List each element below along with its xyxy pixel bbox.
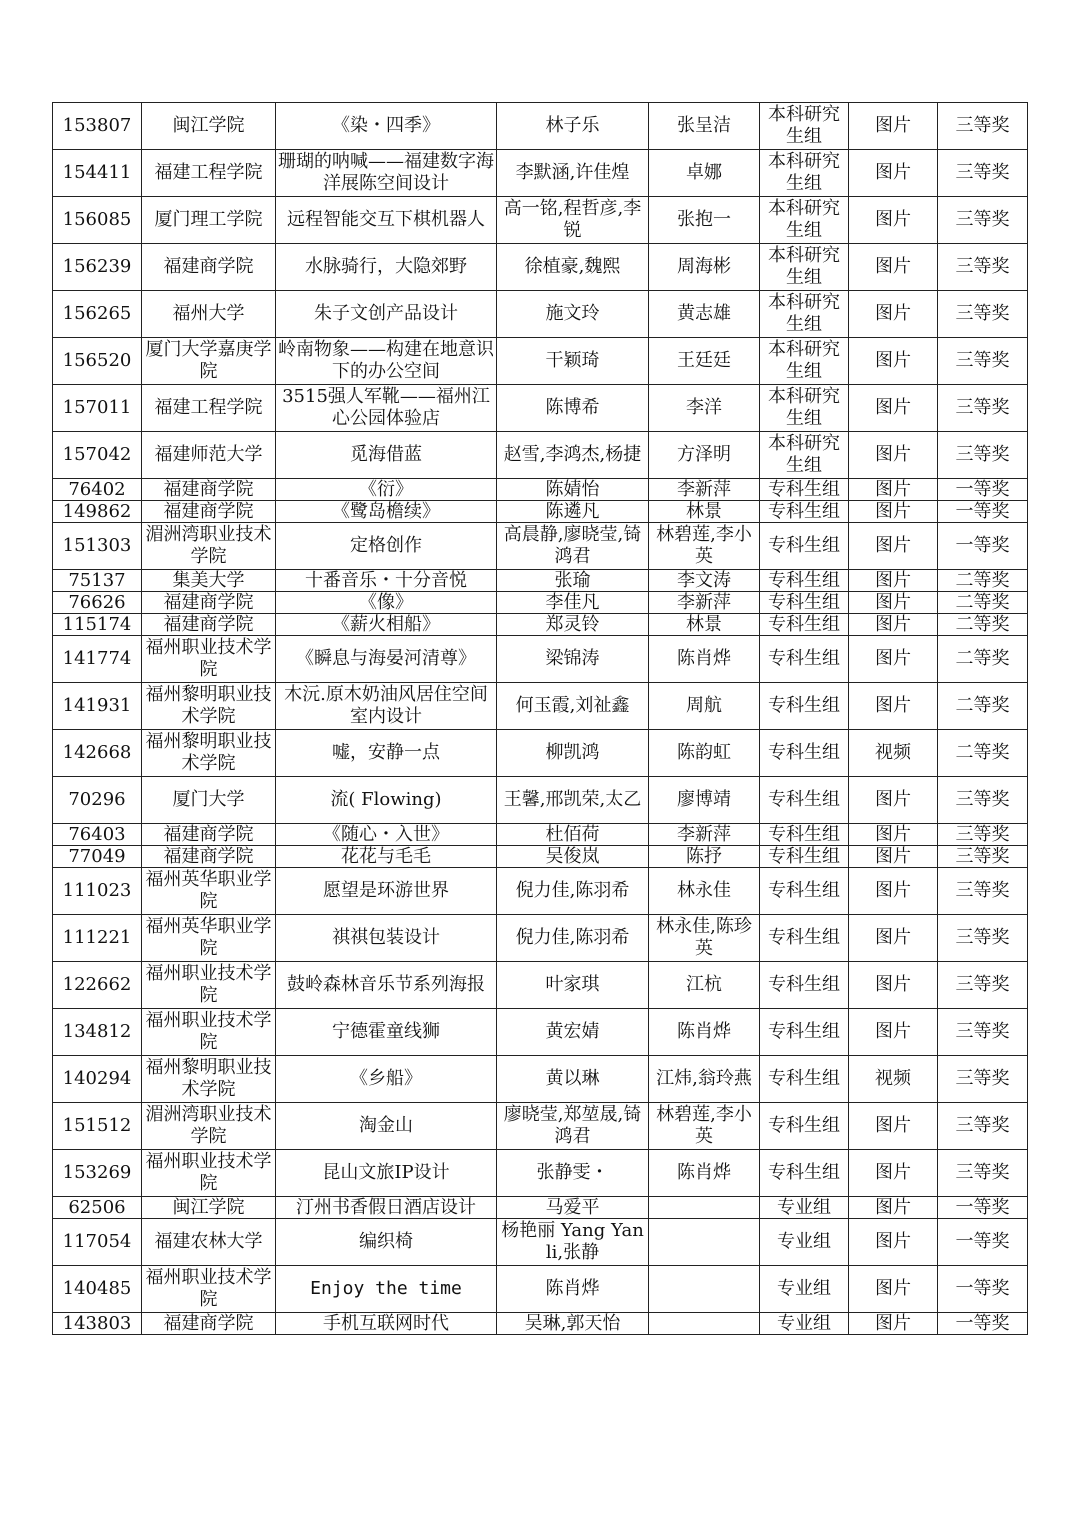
type-cell: 图片 [849,1313,938,1335]
work-id-cell: 141931 [53,683,142,730]
award-cell: 三等奖 [938,197,1028,244]
advisor-cell: 陈抒 [649,846,760,868]
advisor-cell [649,1219,760,1266]
work-title-cell: 《染・四季》 [276,103,497,150]
school-cell: 福建工程学院 [142,150,276,197]
table-row [53,1056,1028,1103]
group-cell: 专科生组 [760,479,849,501]
advisor-cell: 林碧莲,李小英 [649,523,760,570]
work-id-cell: 156085 [53,197,142,244]
authors-cell: 叶家琪 [497,962,649,1009]
table-row [53,730,1028,777]
authors-cell: 王馨,邢凯荣,太乙 [497,777,649,824]
award-cell: 一等奖 [938,501,1028,523]
work-title-cell: 木沅.原木奶油风居住空间室内设计 [276,683,497,730]
group-cell: 专科生组 [760,683,849,730]
award-cell: 三等奖 [938,338,1028,385]
award-cell: 一等奖 [938,523,1028,570]
table-row [53,1266,1028,1313]
type-cell: 图片 [849,501,938,523]
type-cell: 图片 [849,523,938,570]
school-cell: 福州职业技术学院 [142,962,276,1009]
authors-cell: 倪力佳,陈羽希 [497,915,649,962]
advisor-cell: 林永佳 [649,868,760,915]
table-row [53,636,1028,683]
school-cell: 福州职业技术学院 [142,1150,276,1197]
type-cell: 图片 [849,1219,938,1266]
advisor-cell: 卓娜 [649,150,760,197]
type-cell: 图片 [849,150,938,197]
work-id-cell: 151512 [53,1103,142,1150]
work-title-cell: 昆山文旅IP设计 [276,1150,497,1197]
advisor-cell: 林景 [649,614,760,636]
table-row [53,846,1028,868]
type-cell: 图片 [849,1103,938,1150]
work-id-cell: 151303 [53,523,142,570]
award-cell: 三等奖 [938,962,1028,1009]
authors-cell: 干颖琦 [497,338,649,385]
work-title-cell: 朱子文创产品设计 [276,291,497,338]
school-cell: 集美大学 [142,570,276,592]
group-cell: 专科生组 [760,570,849,592]
authors-cell: 黄以琳 [497,1056,649,1103]
group-cell: 专科生组 [760,777,849,824]
group-cell: 专科生组 [760,868,849,915]
awards-table [52,102,1028,1335]
work-id-cell: 76403 [53,824,142,846]
type-cell: 图片 [849,915,938,962]
school-cell: 湄洲湾职业技术学院 [142,523,276,570]
authors-cell: 高一铭,程哲彦,李锐 [497,197,649,244]
work-title-cell: 流( Flowing) [276,777,497,824]
group-cell: 本科研究生组 [760,385,849,432]
advisor-cell: 张呈洁 [649,103,760,150]
table-row [53,385,1028,432]
work-id-cell: 157011 [53,385,142,432]
award-cell: 三等奖 [938,1150,1028,1197]
type-cell: 视频 [849,1056,938,1103]
work-title-cell: 远程智能交互下棋机器人 [276,197,497,244]
award-cell: 三等奖 [938,1056,1028,1103]
work-id-cell: 76402 [53,479,142,501]
advisor-cell: 江炜,翁玲燕 [649,1056,760,1103]
advisor-cell: 林碧莲,李小英 [649,1103,760,1150]
advisor-cell: 李新萍 [649,824,760,846]
group-cell: 本科研究生组 [760,291,849,338]
work-title-cell: 十番音乐・十分音悦 [276,570,497,592]
advisor-cell: 廖博靖 [649,777,760,824]
award-cell: 三等奖 [938,1103,1028,1150]
group-cell: 专科生组 [760,1150,849,1197]
group-cell: 专科生组 [760,846,849,868]
work-id-cell: 75137 [53,570,142,592]
advisor-cell: 江杭 [649,962,760,1009]
work-title-cell: 水脉骑行，大隐郊野 [276,244,497,291]
work-id-cell: 111023 [53,868,142,915]
type-cell: 图片 [849,291,938,338]
work-id-cell: 77049 [53,846,142,868]
work-id-cell: 153269 [53,1150,142,1197]
table-row [53,592,1028,614]
school-cell: 闽江学院 [142,103,276,150]
type-cell: 图片 [849,592,938,614]
group-cell: 专业组 [760,1219,849,1266]
advisor-cell: 陈韵虹 [649,730,760,777]
school-cell: 福建商学院 [142,592,276,614]
type-cell: 图片 [849,614,938,636]
authors-cell: 柳凯鸿 [497,730,649,777]
group-cell: 专业组 [760,1266,849,1313]
work-id-cell: 140294 [53,1056,142,1103]
group-cell: 专科生组 [760,636,849,683]
work-id-cell: 157042 [53,432,142,479]
work-id-cell: 134812 [53,1009,142,1056]
group-cell: 专科生组 [760,523,849,570]
award-cell: 一等奖 [938,1313,1028,1335]
award-cell: 三等奖 [938,291,1028,338]
table-row [53,824,1028,846]
work-id-cell: 156265 [53,291,142,338]
work-title-cell: 定格创作 [276,523,497,570]
authors-cell: 吴琳,郭天怡 [497,1313,649,1335]
type-cell: 图片 [849,244,938,291]
table-row [53,432,1028,479]
type-cell: 图片 [849,777,938,824]
group-cell: 专科生组 [760,962,849,1009]
advisor-cell [649,1313,760,1335]
work-id-cell: 76626 [53,592,142,614]
advisor-cell [649,1266,760,1313]
advisor-cell: 李新萍 [649,479,760,501]
group-cell: 专业组 [760,1197,849,1219]
work-title-cell: 鼓岭森林音乐节系列海报 [276,962,497,1009]
type-cell: 图片 [849,1266,938,1313]
table-row [53,291,1028,338]
work-id-cell: 143803 [53,1313,142,1335]
advisor-cell: 周航 [649,683,760,730]
work-title-cell: 《乡船》 [276,1056,497,1103]
school-cell: 福建师范大学 [142,432,276,479]
school-cell: 福建商学院 [142,614,276,636]
type-cell: 图片 [849,570,938,592]
work-title-cell: 《鹭岛檐续》 [276,501,497,523]
award-cell: 一等奖 [938,1266,1028,1313]
advisor-cell: 李文涛 [649,570,760,592]
work-title-cell: 手机互联网时代 [276,1313,497,1335]
work-title-cell: 愿望是环游世界 [276,868,497,915]
work-title-cell: 编织椅 [276,1219,497,1266]
table-row [53,197,1028,244]
group-cell: 本科研究生组 [760,150,849,197]
school-cell: 福建商学院 [142,824,276,846]
type-cell: 图片 [849,846,938,868]
table-row [53,1103,1028,1150]
award-cell: 三等奖 [938,1009,1028,1056]
authors-cell: 陈博希 [497,385,649,432]
table-row [53,614,1028,636]
work-id-cell: 154411 [53,150,142,197]
school-cell: 福建农林大学 [142,1219,276,1266]
group-cell: 专科生组 [760,1103,849,1150]
school-cell: 厦门大学嘉庚学院 [142,338,276,385]
work-title-cell: 3515强人军靴——福州江心公园体验店 [276,385,497,432]
school-cell: 湄洲湾职业技术学院 [142,1103,276,1150]
award-cell: 三等奖 [938,915,1028,962]
type-cell: 图片 [849,683,938,730]
table-row [53,570,1028,592]
authors-cell: 郑灵铃 [497,614,649,636]
authors-cell: 李默涵,许佳煌 [497,150,649,197]
advisor-cell: 陈肖烨 [649,636,760,683]
authors-cell: 何玉霞,刘祉鑫 [497,683,649,730]
group-cell: 专业组 [760,1313,849,1335]
school-cell: 福州大学 [142,291,276,338]
work-title-cell: 花花与毛毛 [276,846,497,868]
work-id-cell: 111221 [53,915,142,962]
type-cell: 图片 [849,868,938,915]
school-cell: 闽江学院 [142,1197,276,1219]
group-cell: 专科生组 [760,592,849,614]
award-cell: 三等奖 [938,777,1028,824]
award-cell: 三等奖 [938,150,1028,197]
authors-cell: 梁锦涛 [497,636,649,683]
award-cell: 三等奖 [938,846,1028,868]
authors-cell: 李佳凡 [497,592,649,614]
school-cell: 福州英华职业学院 [142,868,276,915]
group-cell: 本科研究生组 [760,338,849,385]
award-cell: 三等奖 [938,244,1028,291]
type-cell: 图片 [849,479,938,501]
school-cell: 厦门大学 [142,777,276,824]
work-id-cell: 122662 [53,962,142,1009]
authors-cell: 陈婧怡 [497,479,649,501]
group-cell: 专科生组 [760,824,849,846]
group-cell: 专科生组 [760,1056,849,1103]
work-id-cell: 142668 [53,730,142,777]
school-cell: 福建商学院 [142,846,276,868]
advisor-cell [649,1197,760,1219]
work-id-cell: 153807 [53,103,142,150]
table-row [53,1009,1028,1056]
authors-cell: 杜佰荷 [497,824,649,846]
school-cell: 福州职业技术学院 [142,1266,276,1313]
authors-cell: 张瑜 [497,570,649,592]
authors-cell: 吴俊岚 [497,846,649,868]
type-cell: 视频 [849,730,938,777]
award-cell: 二等奖 [938,683,1028,730]
authors-cell: 赵雪,李鸿杰,杨捷 [497,432,649,479]
table-row [53,523,1028,570]
school-cell: 福建商学院 [142,244,276,291]
authors-cell: 倪力佳,陈羽希 [497,868,649,915]
work-title-cell: 《随心・入世》 [276,824,497,846]
type-cell: 图片 [849,1197,938,1219]
school-cell: 厦门理工学院 [142,197,276,244]
advisor-cell: 李洋 [649,385,760,432]
work-title-cell: 汀州书香假日酒店设计 [276,1197,497,1219]
advisor-cell: 林景 [649,501,760,523]
type-cell: 图片 [849,432,938,479]
school-cell: 福州黎明职业技术学院 [142,1056,276,1103]
award-cell: 一等奖 [938,1219,1028,1266]
award-cell: 一等奖 [938,1197,1028,1219]
school-cell: 福州职业技术学院 [142,636,276,683]
type-cell: 图片 [849,824,938,846]
work-id-cell: 149862 [53,501,142,523]
award-cell: 二等奖 [938,730,1028,777]
authors-cell: 马爱平 [497,1197,649,1219]
award-cell: 三等奖 [938,432,1028,479]
work-id-cell: 156239 [53,244,142,291]
school-cell: 福州黎明职业技术学院 [142,683,276,730]
authors-cell: 杨艳丽 Yang Yanli,张静 [497,1219,649,1266]
work-id-cell: 62506 [53,1197,142,1219]
award-cell: 二等奖 [938,636,1028,683]
advisor-cell: 张抱一 [649,197,760,244]
group-cell: 本科研究生组 [760,197,849,244]
awards-table-body [53,103,1028,1335]
group-cell: 专科生组 [760,614,849,636]
table-row [53,338,1028,385]
award-cell: 三等奖 [938,103,1028,150]
work-title-cell: 《像》 [276,592,497,614]
award-cell: 一等奖 [938,479,1028,501]
advisor-cell: 王廷廷 [649,338,760,385]
advisor-cell: 林永佳,陈珍英 [649,915,760,962]
school-cell: 福州职业技术学院 [142,1009,276,1056]
work-title-cell: 宁德霍童线狮 [276,1009,497,1056]
type-cell: 图片 [849,636,938,683]
advisor-cell: 黄志雄 [649,291,760,338]
type-cell: 图片 [849,385,938,432]
authors-cell: 陈遴凡 [497,501,649,523]
work-title-cell: 觅海借蓝 [276,432,497,479]
work-id-cell: 115174 [53,614,142,636]
table-row [53,1219,1028,1266]
type-cell: 图片 [849,197,938,244]
table-row [53,962,1028,1009]
work-title-cell: 岭南物象——构建在地意识下的办公空间 [276,338,497,385]
table-row [53,915,1028,962]
work-id-cell: 70296 [53,777,142,824]
work-id-cell: 117054 [53,1219,142,1266]
advisor-cell: 陈肖烨 [649,1150,760,1197]
table-row [53,1197,1028,1219]
award-cell: 二等奖 [938,592,1028,614]
award-cell: 二等奖 [938,614,1028,636]
authors-cell: 林子乐 [497,103,649,150]
group-cell: 本科研究生组 [760,103,849,150]
authors-cell: 陈肖烨 [497,1266,649,1313]
authors-cell: 施文玲 [497,291,649,338]
work-title-cell: Enjoy the time [276,1266,497,1313]
type-cell: 图片 [849,962,938,1009]
group-cell: 专科生组 [760,1009,849,1056]
award-cell: 二等奖 [938,570,1028,592]
work-title-cell: 《衍》 [276,479,497,501]
group-cell: 专科生组 [760,501,849,523]
authors-cell: 张静雯・ [497,1150,649,1197]
school-cell: 福州英华职业学院 [142,915,276,962]
table-row [53,479,1028,501]
advisor-cell: 李新萍 [649,592,760,614]
authors-cell: 黄宏婧 [497,1009,649,1056]
group-cell: 本科研究生组 [760,244,849,291]
table-row [53,244,1028,291]
table-row [53,868,1028,915]
school-cell: 福建商学院 [142,1313,276,1335]
group-cell: 专科生组 [760,730,849,777]
school-cell: 福建工程学院 [142,385,276,432]
work-title-cell: 嘘，安静一点 [276,730,497,777]
work-id-cell: 141774 [53,636,142,683]
award-cell: 三等奖 [938,868,1028,915]
advisor-cell: 周海彬 [649,244,760,291]
table-row [53,103,1028,150]
authors-cell: 徐植豪,魏熙 [497,244,649,291]
work-title-cell: 淘金山 [276,1103,497,1150]
table-row [53,150,1028,197]
group-cell: 专科生组 [760,915,849,962]
table-row [53,683,1028,730]
work-id-cell: 140485 [53,1266,142,1313]
table-row [53,1150,1028,1197]
table-row [53,777,1028,824]
school-cell: 福建商学院 [142,501,276,523]
type-cell: 图片 [849,338,938,385]
work-title-cell: 《薪火相船》 [276,614,497,636]
authors-cell: 廖晓莹,郑堃晟,锜鸿君 [497,1103,649,1150]
advisor-cell: 陈肖烨 [649,1009,760,1056]
authors-cell: 高晨静,廖晓莹,锜鸿君 [497,523,649,570]
work-id-cell: 156520 [53,338,142,385]
award-cell: 三等奖 [938,385,1028,432]
award-cell: 三等奖 [938,824,1028,846]
school-cell: 福建商学院 [142,479,276,501]
work-title-cell: 珊瑚的呐喊——福建数字海洋展陈空间设计 [276,150,497,197]
work-title-cell: 祺祺包装设计 [276,915,497,962]
advisor-cell: 方泽明 [649,432,760,479]
school-cell: 福州黎明职业技术学院 [142,730,276,777]
type-cell: 图片 [849,103,938,150]
table-row [53,1313,1028,1335]
type-cell: 图片 [849,1009,938,1056]
type-cell: 图片 [849,1150,938,1197]
group-cell: 本科研究生组 [760,432,849,479]
work-title-cell: 《瞬息与海晏河清尊》 [276,636,497,683]
table-row [53,501,1028,523]
